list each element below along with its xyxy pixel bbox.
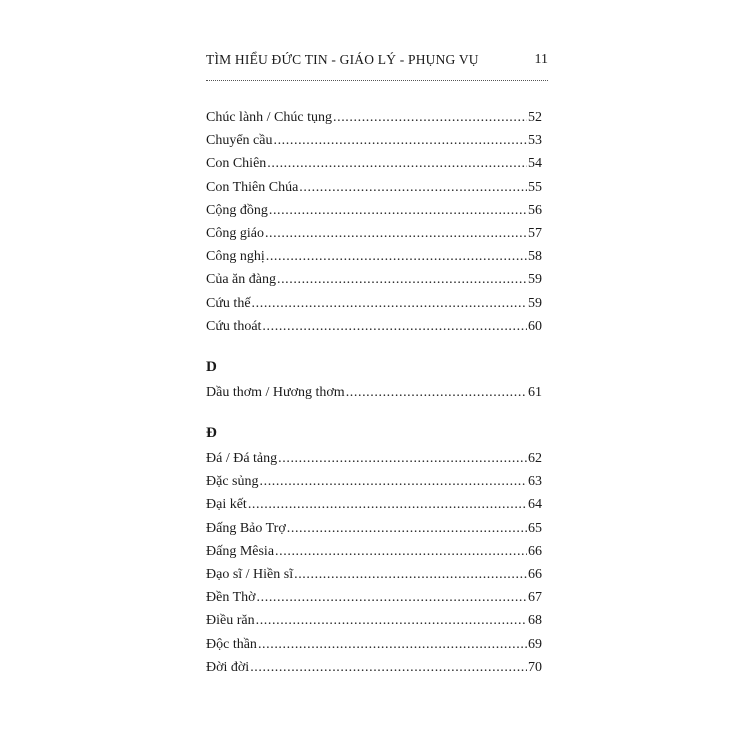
toc-entry-label: Cứu thoát	[206, 318, 262, 334]
dot-leader	[257, 586, 527, 609]
toc-entry	[206, 152, 542, 175]
running-head	[206, 52, 548, 72]
toc-entry-page-number: 65	[528, 520, 542, 536]
toc-entry-page-number: 68	[528, 613, 542, 629]
dot-leader	[252, 292, 527, 315]
toc-entry	[206, 609, 542, 632]
toc-entry-label: Đạo sĩ / Hiền sĩ	[206, 567, 294, 582]
toc-entry-page-number: 53	[528, 133, 542, 149]
dot-leader	[248, 493, 527, 516]
toc-entry	[206, 517, 542, 540]
dot-leader	[278, 447, 527, 470]
toc-entry-label: Cộng đồng	[206, 202, 268, 218]
toc-entry-page-number: 57	[528, 225, 542, 241]
toc-entry-label: Chuyển cầu	[206, 133, 273, 149]
toc-entry	[206, 447, 542, 470]
dot-leader	[346, 381, 527, 404]
toc-entry-label: Của ăn đàng	[206, 272, 276, 288]
toc-section	[206, 106, 542, 338]
toc-entry-label: Đá / Đá tảng	[206, 451, 278, 467]
toc-entry-page-number: 62	[528, 451, 542, 467]
toc-entry	[206, 292, 542, 315]
toc-entry-page-number: 59	[528, 295, 542, 311]
toc-entry-page-number: 69	[528, 636, 542, 652]
toc-entry-page-number: 59	[528, 272, 542, 288]
toc-entry-label: Đấng Mêsia	[206, 543, 275, 559]
toc-entry-page-number: 60	[528, 318, 542, 334]
toc-entry-page-number: 67	[528, 590, 542, 606]
toc-entry	[206, 315, 542, 338]
dot-leader	[258, 633, 527, 656]
toc-entry-page-number: 70	[528, 659, 542, 675]
dot-leader	[266, 245, 527, 268]
toc-entry-label: Con Thiên Chúa	[206, 179, 299, 195]
toc-entry	[206, 222, 542, 245]
page-number: 11	[534, 52, 548, 67]
toc-entry-label: Công nghị	[206, 249, 265, 265]
toc-section	[206, 423, 542, 679]
toc-entry-page-number: 56	[528, 202, 542, 218]
section-letter-heading: Đ	[206, 425, 217, 442]
toc-entry-label: Điều răn	[206, 613, 255, 629]
dot-leader	[256, 609, 527, 632]
dot-leader	[250, 656, 527, 679]
toc-entry-page-number: 66	[528, 567, 542, 582]
toc-entry-page-number: 66	[528, 543, 542, 559]
toc-entry-label: Con Chiên	[206, 156, 267, 172]
dot-leader	[275, 540, 527, 563]
toc-entry-label: Cứu thế	[206, 295, 251, 311]
section-letter-heading: D	[206, 358, 217, 375]
toc-entry	[206, 563, 542, 586]
toc-entry	[206, 381, 542, 404]
toc-entry	[206, 268, 542, 291]
toc-entry-label: Đấng Bảo Trợ	[206, 520, 286, 536]
toc-entry-label: Công giáo	[206, 225, 264, 241]
dot-leader	[267, 152, 527, 175]
dot-leader	[277, 268, 527, 291]
toc-entry-page-number: 55	[528, 179, 542, 195]
table-of-contents	[206, 106, 542, 679]
toc-entry-label: Đền Thờ	[206, 590, 256, 606]
toc-entry-label: Dầu thơm / Hương thơm	[206, 384, 345, 400]
toc-entry	[206, 176, 542, 199]
running-head-title: TÌM HIỂU ĐỨC TIN - GIÁO LÝ - PHỤNG VỤ	[206, 52, 479, 67]
dot-leader	[269, 199, 527, 222]
dot-leader	[299, 176, 527, 199]
toc-entry	[206, 633, 542, 656]
toc-entry-page-number: 54	[528, 156, 542, 172]
toc-entry	[206, 129, 542, 152]
toc-entry-label: Chúc lành / Chúc tụng	[206, 110, 332, 125]
toc-entry-label: Độc thần	[206, 636, 257, 652]
toc-entry	[206, 540, 542, 563]
dot-leader	[260, 470, 528, 493]
dot-leader	[273, 129, 527, 152]
toc-entry-label: Đại kết	[206, 497, 247, 513]
dot-leader	[262, 315, 527, 338]
toc-entry	[206, 586, 542, 609]
dot-leader	[265, 222, 527, 245]
header-dotted-rule	[206, 80, 548, 81]
toc-entry-page-number: 61	[528, 384, 542, 400]
toc-entry-page-number: 58	[528, 249, 542, 265]
toc-entry-page-number: 64	[528, 497, 542, 513]
toc-entry-page-number: 52	[528, 110, 542, 125]
dot-leader	[333, 106, 527, 129]
toc-entry	[206, 106, 542, 129]
toc-entry	[206, 493, 542, 516]
dot-leader	[287, 517, 527, 540]
toc-entry	[206, 245, 542, 268]
toc-entry	[206, 470, 542, 493]
toc-entry	[206, 199, 542, 222]
toc-entry-page-number: 63	[528, 474, 542, 490]
toc-entry-label: Đời đời	[206, 659, 250, 675]
dot-leader	[294, 563, 527, 586]
toc-section	[206, 357, 542, 404]
toc-entry-label: Đặc sủng	[206, 474, 259, 490]
toc-entry	[206, 656, 542, 679]
